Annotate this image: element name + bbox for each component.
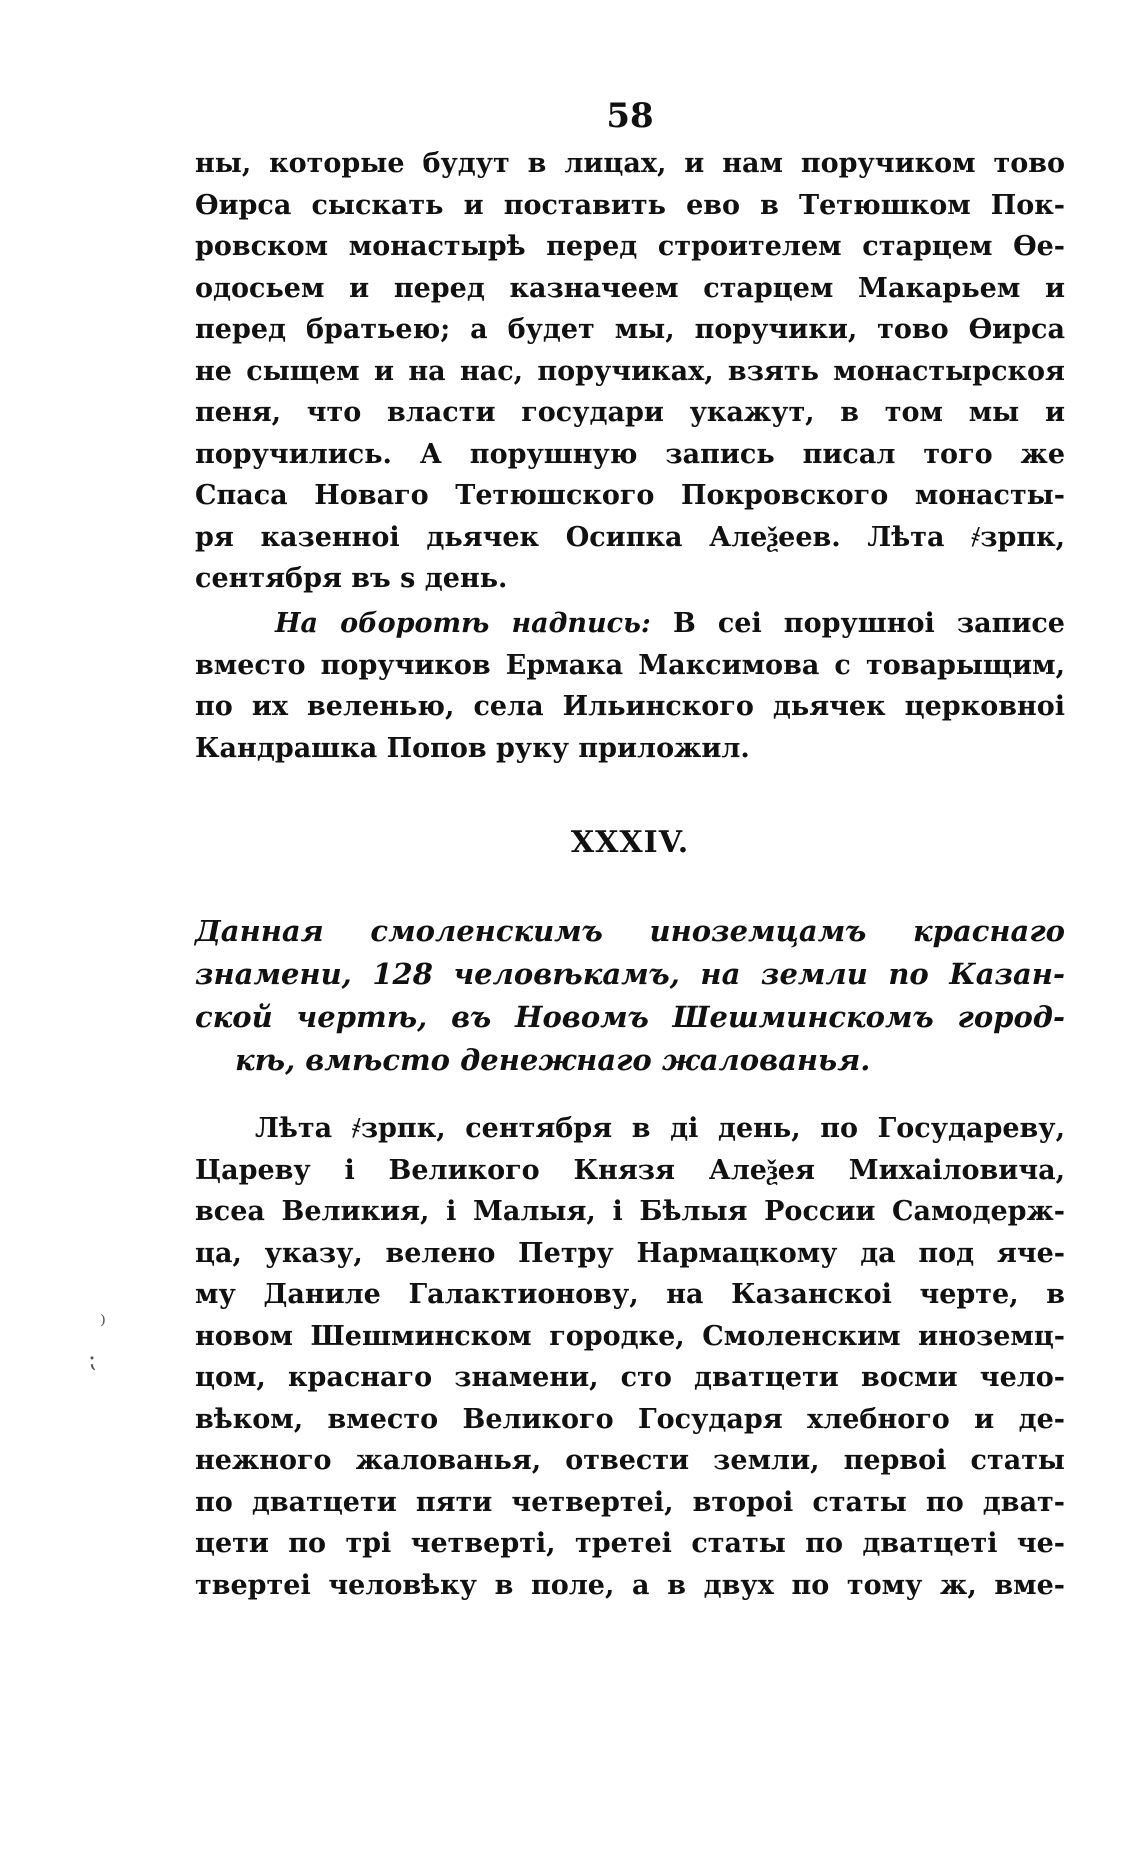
title-line: ской чертѣ, въ Новомъ Шешминскомъ город- xyxy=(195,1000,1065,1034)
paragraph-3 xyxy=(195,1108,1065,1606)
title-line: кѣ, вмѣсто денежнаго жалованья. xyxy=(235,1043,871,1077)
text-line: нежного жалованья, отвести земли, первоі статы xyxy=(195,1445,1065,1476)
section-title xyxy=(195,910,1065,1082)
text-line: цом, краснаго знамени, сто дватцети восми чело- xyxy=(195,1362,1065,1393)
text-line: Ѳирса сыскать и поставить ево в Тетюшком Пок- xyxy=(195,189,1065,221)
text-fragment: В сеі порушноі записе xyxy=(672,608,1065,639)
page-number: 58 xyxy=(606,96,654,136)
text-line: новом Шешминском городке, Смоленским иноземц- xyxy=(195,1320,1065,1352)
text-line: одосьем и перед казначеем старцем Макарьем и xyxy=(195,272,1065,304)
text-line: твертеі человѣку в поле, а в двух по тому ж, вме- xyxy=(195,1569,1065,1601)
text-line: сентября въ ѕ день. xyxy=(195,563,508,594)
text-line: по дватцети пяти четвертеі, второі статы по дват- xyxy=(195,1486,1065,1518)
text-line: Цареву і Великого Князя Алеѯея Михаіловича, xyxy=(195,1154,1065,1186)
text-line: по их веленью, села Ильинского дьячек церковноі xyxy=(195,691,1065,722)
margin-pencil-mark: ⁏ xyxy=(88,1345,97,1373)
text-line: Кандрашка Попов руку приложил. xyxy=(195,732,750,764)
text-line: вместо поручиков Ермака Максимова с товарыщим, xyxy=(195,649,1065,681)
text-line: ны, которые будут в лицах, и нам поручиком тово xyxy=(195,148,1065,179)
text-line: ря казенноі дьячек Осипка Алеѯеев. Лѣта ҂зрпк, xyxy=(195,521,1065,553)
text-line: вѣком, вместо Великого Государя хлебного и де- xyxy=(195,1403,1065,1435)
text-line: не сыщем и на нас, поручиках, взять монастырскоя xyxy=(195,355,1065,387)
title-line: знамени, 128 человѣкамъ, на земли по Казан- xyxy=(195,957,1065,991)
section-number: XXXIV. xyxy=(570,825,690,860)
text-line: му Даниле Галактионову, на Казанскоі черте, в xyxy=(195,1279,1065,1310)
text-line: перед братьею; а будет мы, поручики, тово Ѳирса xyxy=(195,314,1065,345)
margin-pencil-mark: ⁾ xyxy=(100,1310,106,1338)
verso-inscription-label: На оборотѣ надпись: xyxy=(275,608,651,639)
text-line: пеня, что власти государи укажут, в том мы и xyxy=(195,397,1065,428)
text-line: Спаса Новаго Тетюшского Покровского монасты- xyxy=(195,480,1065,511)
title-line: Данная смоленскимъ иноземцамъ краснаго xyxy=(195,914,1065,948)
text-line: Лѣта ҂зрпк, сентября в ді день, по Государеву, xyxy=(255,1113,1065,1144)
text-line: ца, указу, велено Петру Нармацкому да под яче- xyxy=(195,1237,1065,1269)
text-line: ровском монастырѣ перед строителем старцем Ѳе- xyxy=(195,231,1065,262)
text-line: цети по трі четверті, третеі статы по дватцеті че- xyxy=(195,1528,1065,1559)
text-line xyxy=(195,603,1065,645)
paragraph-2 xyxy=(195,603,1065,769)
paragraph-1 xyxy=(195,143,1065,600)
text-line: всеа Великия, і Малыя, і Бѣлыя России Самодерж- xyxy=(195,1196,1065,1227)
text-line: поручились. А порушную запись писал того же xyxy=(195,438,1065,470)
